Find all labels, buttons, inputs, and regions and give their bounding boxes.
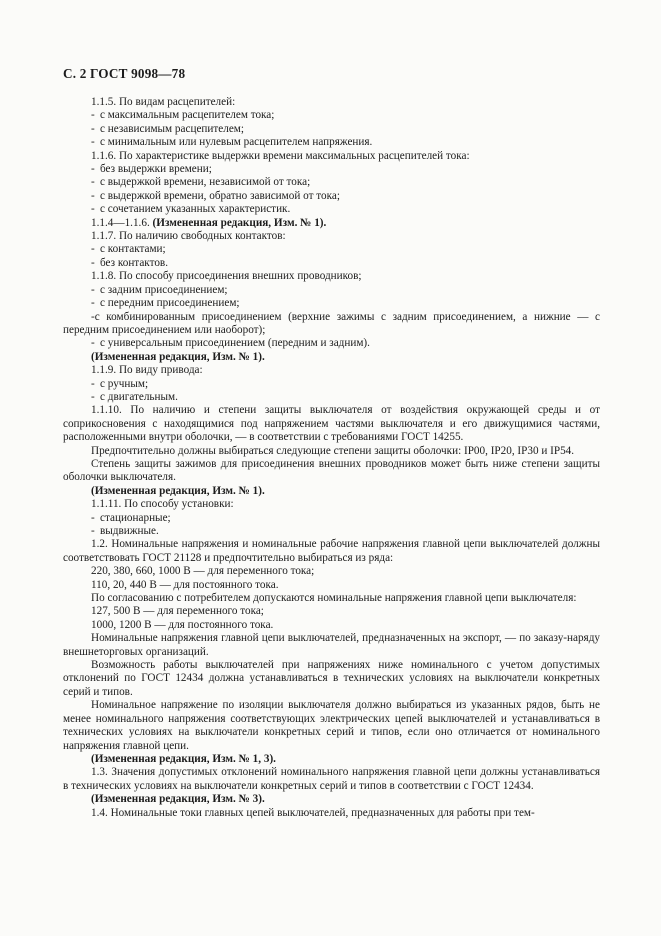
clause-1-3: 1.3. Значения допустимых отклонений номинального напряжения главной цепи должны устанавливаться в технических условиях на выключатели конкретных серий и типов в соответствии с ГОСТ 12434. [63, 766, 600, 792]
list-item: - с максимальным расцепителем тока; [91, 109, 275, 122]
clause-1-1-11: 1.1.11. По способу установки: [91, 498, 234, 511]
paragraph: 127, 500 В — для переменного тока; [91, 605, 264, 618]
page-header: С. 2 ГОСТ 9098—78 [63, 66, 186, 81]
clause-1-1-6: 1.1.6. По характеристике выдержки времени максимальных расцепителей тока: [91, 149, 470, 162]
paragraph: 1000, 1200 В — для постоянного тока. [91, 618, 274, 631]
list-item: - с минимальным или нулевым расцепителем напряжения. [91, 136, 373, 149]
paragraph: Предпочтительно должны выбираться следующие степени защиты оболочки: IP00, IP20, IP30 и IP54. [91, 444, 575, 457]
document-body [63, 96, 600, 820]
amendment-note: (Измененная редакция, Изм. № 1). [91, 350, 265, 363]
clause-1-1-7: 1.1.7. По наличию свободных контактов: [91, 230, 286, 243]
list-item: - с задним присоединением; [91, 283, 228, 296]
paragraph: Номинальные напряжения главной цепи выключателей, предназначенных на экспорт, — по заказу-наряду внешнеторговых организаций. [63, 632, 600, 658]
list-item: -с комбинированным присоединением (верхние зажимы с задним присоединением, а нижние — с передним присоединением или наоборот); [63, 310, 600, 336]
amendment-note: 1.1.4—1.1.6. (Измененная редакция, Изм. № 1). [91, 216, 327, 229]
clause-1-2: 1.2. Номинальные напряжения и номинальные рабочие напряжения главной цепи выключателей должны соответствовать ГОСТ 21128 и предпочтительно выбираться из ряда: [63, 538, 600, 564]
paragraph: 220, 380, 660, 1000 В — для переменного тока; [91, 565, 315, 578]
paragraph: Возможность работы выключателей при напряжениях ниже номинального с учетом допустимых отклонений по ГОСТ 12434 должна устанавливаться в технических условиях на выключатели конкретных серий и типов. [63, 659, 600, 698]
clause-1-1-10: 1.1.10. По наличию и степени защиты выключателя от воздействия окружающей среды и от соприкосновения с находящимися под напряжением частями выключателя и его движущимися частями, расположенными внутри оболочки, — в соответствии с требованиями ГОСТ 14255. [63, 404, 600, 444]
list-item: - с передним присоединением; [91, 297, 240, 310]
list-item: - с независимым расцепителем; [91, 122, 244, 135]
list-item: - без контактов. [91, 256, 169, 269]
paragraph: Степень защиты зажимов для присоединения внешних проводников может быть ниже степени защиты оболочки выключателя. [63, 457, 600, 484]
list-item: - без выдержки времени; [91, 163, 212, 176]
list-item: - с универсальным присоединением (передним и задним). [91, 337, 370, 350]
list-item: - с выдержкой времени, обратно зависимой от тока; [91, 189, 340, 202]
list-item: - с двигательным. [91, 390, 178, 403]
clause-1-1-8: 1.1.8. По способу присоединения внешних проводников; [91, 270, 362, 283]
clause-1-4: 1.4. Номинальные токи главных цепей выключателей, предназначенных для работы при тем- [91, 806, 535, 819]
amendment-note: (Измененная редакция, Изм. № 1, 3). [91, 752, 276, 765]
list-item: - с контактами; [91, 243, 166, 256]
clause-1-1-5: 1.1.5. По видам расцепителей: [91, 96, 236, 108]
list-item: - выдвижные. [91, 525, 159, 537]
paragraph: 110, 20, 440 В — для постоянного тока. [91, 578, 279, 591]
list-item: - с сочетанием указанных характеристик. [91, 203, 291, 216]
paragraph: По согласованию с потребителем допускаются номинальные напряжения главной цепи выключателя: [91, 592, 577, 605]
clause-1-1-9: 1.1.9. По виду привода: [91, 364, 203, 377]
amendment-note: (Измененная редакция, Изм. № 3). [91, 793, 265, 806]
list-item: - с ручным; [91, 377, 149, 390]
amendment-note: (Измененная редакция, Изм. № 1). [91, 484, 265, 497]
paragraph: Номинальное напряжение по изоляции выключателя должно выбираться из указанных рядов, быть не менее номинального напряжения соответствующих электрических цепей выключателей и устанавливаться в технических условиях на выключатели конкретных серий и типов, если оно отличается от номинального напряжения главной цепи. [63, 699, 600, 752]
list-item: - стационарные; [91, 511, 171, 524]
list-item: - с выдержкой времени, независимой от тока; [91, 176, 311, 189]
